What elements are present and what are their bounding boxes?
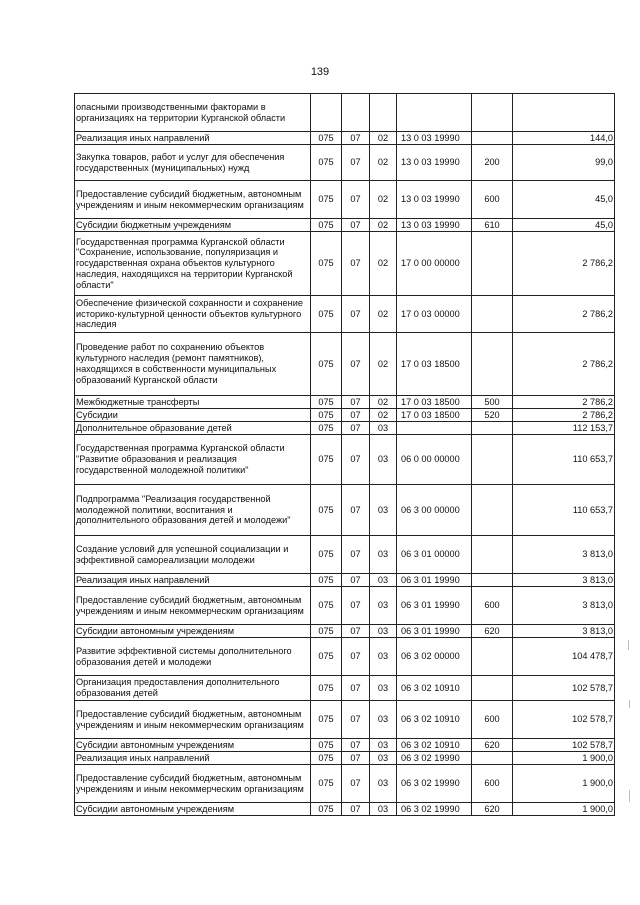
cell-sum: 104 478,7: [513, 638, 615, 676]
cell-section: 07: [342, 752, 370, 765]
cell-target-article: 06 0 00 00000: [397, 435, 472, 485]
cell-subsection: 02: [370, 181, 397, 219]
cell-section: 07: [342, 625, 370, 638]
cell-section: 07: [342, 739, 370, 752]
cell-expense-type: 200: [472, 145, 513, 181]
cell-grbs: 075: [311, 701, 342, 739]
table-row: [75, 396, 615, 409]
cell-name: Предоставление субсидий бюджетным, автономным учреждениям и иным некоммерческим организациям: [75, 765, 311, 803]
cell-section: 07: [342, 409, 370, 422]
cell-expense-type: [472, 94, 513, 132]
cell-subsection: 03: [370, 803, 397, 816]
cell-name: Межбюджетные трансферты: [75, 396, 311, 409]
cell-grbs: 075: [311, 333, 342, 396]
cell-sum: 3 813,0: [513, 625, 615, 638]
cell-sum: 45,0: [513, 219, 615, 232]
table-row: [75, 145, 615, 181]
table-row: [75, 435, 615, 485]
cell-grbs: 075: [311, 409, 342, 422]
cell-grbs: 075: [311, 396, 342, 409]
cell-name: Развитие эффективной системы дополнительного образования детей и молодежи: [75, 638, 311, 676]
cell-target-article: 13 0 03 19990: [397, 219, 472, 232]
cell-sum: 110 653,7: [513, 435, 615, 485]
cell-target-article: 13 0 03 19990: [397, 181, 472, 219]
cell-section: 07: [342, 803, 370, 816]
cell-section: 07: [342, 219, 370, 232]
cell-expense-type: [472, 132, 513, 145]
cell-subsection: 03: [370, 739, 397, 752]
cell-target-article: 06 3 02 10910: [397, 701, 472, 739]
cell-sum: [513, 94, 615, 132]
table-row: [75, 333, 615, 396]
cell-sum: 1 900,0: [513, 752, 615, 765]
cell-expense-type: [472, 752, 513, 765]
cell-name: Дополнительное образование детей: [75, 422, 311, 435]
table-row: [75, 409, 615, 422]
cell-name: Предоставление субсидий бюджетным, автономным учреждениям и иным некоммерческим организациям: [75, 587, 311, 625]
cell-section: 07: [342, 536, 370, 574]
cell-grbs: 075: [311, 625, 342, 638]
cell-target-article: 17 0 03 18500: [397, 333, 472, 396]
cell-grbs: 075: [311, 232, 342, 296]
cell-subsection: 03: [370, 752, 397, 765]
cell-sum: 102 578,7: [513, 739, 615, 752]
cell-expense-type: [472, 676, 513, 701]
cell-section: 07: [342, 701, 370, 739]
cell-name: Реализация иных направлений: [75, 132, 311, 145]
cell-sum: 2 786,2: [513, 232, 615, 296]
cell-target-article: 06 3 01 00000: [397, 536, 472, 574]
cell-grbs: 075: [311, 803, 342, 816]
table-row: [75, 536, 615, 574]
cell-grbs: 075: [311, 132, 342, 145]
cell-target-article: [397, 422, 472, 435]
cell-grbs: 075: [311, 676, 342, 701]
cell-subsection: 03: [370, 574, 397, 587]
cell-expense-type: [472, 232, 513, 296]
cell-target-article: 06 3 02 10910: [397, 739, 472, 752]
cell-sum: 2 786,2: [513, 333, 615, 396]
cell-target-article: 17 0 00 00000: [397, 232, 472, 296]
scan-mark: [629, 700, 630, 708]
cell-sum: 2 786,2: [513, 296, 615, 333]
cell-subsection: 03: [370, 485, 397, 536]
cell-subsection: 03: [370, 587, 397, 625]
table-row: [75, 574, 615, 587]
cell-expense-type: [472, 485, 513, 536]
table-row: [75, 485, 615, 536]
cell-section: [342, 94, 370, 132]
cell-section: 07: [342, 296, 370, 333]
cell-sum: 2 786,2: [513, 409, 615, 422]
cell-section: 07: [342, 333, 370, 396]
table-row: [75, 625, 615, 638]
table-row: [75, 232, 615, 296]
cell-subsection: 03: [370, 701, 397, 739]
cell-target-article: 13 0 03 19990: [397, 145, 472, 181]
cell-sum: 144,0: [513, 132, 615, 145]
cell-target-article: 06 3 02 19990: [397, 752, 472, 765]
budget-table: [74, 93, 615, 816]
cell-expense-type: [472, 536, 513, 574]
cell-subsection: 03: [370, 536, 397, 574]
cell-name: Государственная программа Курганской области "Развитие образования и реализация государственной молодежной политики": [75, 435, 311, 485]
cell-name: Предоставление субсидий бюджетным, автономным учреждениям и иным некоммерческим организациям: [75, 181, 311, 219]
cell-expense-type: 600: [472, 701, 513, 739]
cell-sum: 3 813,0: [513, 587, 615, 625]
cell-target-article: 06 3 02 10910: [397, 676, 472, 701]
cell-section: 07: [342, 435, 370, 485]
cell-section: 07: [342, 765, 370, 803]
cell-name: опасными производственными факторами в организациях на территории Курганской области: [75, 94, 311, 132]
cell-section: 07: [342, 145, 370, 181]
cell-expense-type: 620: [472, 739, 513, 752]
cell-grbs: 075: [311, 422, 342, 435]
cell-expense-type: [472, 296, 513, 333]
cell-sum: 45,0: [513, 181, 615, 219]
cell-subsection: 02: [370, 333, 397, 396]
cell-subsection: 03: [370, 625, 397, 638]
cell-sum: 99,0: [513, 145, 615, 181]
cell-grbs: [311, 94, 342, 132]
cell-grbs: 075: [311, 485, 342, 536]
cell-expense-type: 600: [472, 765, 513, 803]
cell-section: 07: [342, 422, 370, 435]
cell-name: Субсидии автономным учреждениям: [75, 739, 311, 752]
cell-sum: 3 813,0: [513, 574, 615, 587]
cell-grbs: 075: [311, 587, 342, 625]
cell-subsection: [370, 94, 397, 132]
cell-name: Государственная программа Курганской области "Сохранение, использование, популяризация и государственная охрана объектов культурного наследия, находящихся на территории Курганской области": [75, 232, 311, 296]
cell-target-article: 06 3 01 19990: [397, 625, 472, 638]
cell-section: 07: [342, 587, 370, 625]
cell-section: 07: [342, 232, 370, 296]
cell-sum: 102 578,7: [513, 676, 615, 701]
cell-grbs: 075: [311, 181, 342, 219]
cell-target-article: 06 3 02 00000: [397, 638, 472, 676]
cell-target-article: 06 3 02 19990: [397, 765, 472, 803]
cell-target-article: [397, 94, 472, 132]
cell-grbs: 075: [311, 765, 342, 803]
table-row: [75, 739, 615, 752]
cell-section: 07: [342, 638, 370, 676]
cell-target-article: 17 0 03 00000: [397, 296, 472, 333]
cell-target-article: 06 3 02 19990: [397, 803, 472, 816]
cell-target-article: 17 0 03 18500: [397, 409, 472, 422]
cell-expense-type: 500: [472, 396, 513, 409]
budget-table-body: [75, 94, 615, 816]
cell-sum: 1 900,0: [513, 765, 615, 803]
cell-expense-type: [472, 574, 513, 587]
cell-name: Субсидии автономным учреждениям: [75, 625, 311, 638]
cell-expense-type: [472, 638, 513, 676]
cell-subsection: 02: [370, 132, 397, 145]
cell-subsection: 03: [370, 435, 397, 485]
cell-sum: 2 786,2: [513, 396, 615, 409]
cell-section: 07: [342, 396, 370, 409]
cell-name: Субсидии: [75, 409, 311, 422]
cell-name: Предоставление субсидий бюджетным, автономным учреждениям и иным некоммерческим организациям: [75, 701, 311, 739]
cell-expense-type: 520: [472, 409, 513, 422]
cell-target-article: 17 0 03 18500: [397, 396, 472, 409]
cell-name: Субсидии бюджетным учреждениям: [75, 219, 311, 232]
cell-subsection: 02: [370, 409, 397, 422]
cell-sum: 110 653,7: [513, 485, 615, 536]
cell-expense-type: [472, 333, 513, 396]
cell-sum: 1 900,0: [513, 803, 615, 816]
cell-grbs: 075: [311, 536, 342, 574]
table-row: [75, 296, 615, 333]
cell-expense-type: 620: [472, 803, 513, 816]
table-row: [75, 219, 615, 232]
cell-sum: 3 813,0: [513, 536, 615, 574]
table-row: [75, 587, 615, 625]
table-row: [75, 422, 615, 435]
cell-grbs: 075: [311, 435, 342, 485]
cell-expense-type: [472, 435, 513, 485]
cell-sum: 112 153,7: [513, 422, 615, 435]
cell-subsection: 02: [370, 296, 397, 333]
cell-name: Закупка товаров, работ и услуг для обеспечения государственных (муниципальных) нужд: [75, 145, 311, 181]
cell-subsection: 02: [370, 232, 397, 296]
cell-grbs: 075: [311, 145, 342, 181]
cell-grbs: 075: [311, 574, 342, 587]
cell-name: Подпрограмма "Реализация государственной молодежной политики, воспитания и дополнительного образования детей и молодежи": [75, 485, 311, 536]
table-row: [75, 803, 615, 816]
cell-target-article: 06 3 00 00000: [397, 485, 472, 536]
cell-name: Организация предоставления дополнительного образования детей: [75, 676, 311, 701]
scan-mark: [629, 790, 630, 802]
cell-section: 07: [342, 181, 370, 219]
cell-grbs: 075: [311, 752, 342, 765]
cell-name: Реализация иных направлений: [75, 574, 311, 587]
cell-subsection: 02: [370, 145, 397, 181]
cell-expense-type: 620: [472, 625, 513, 638]
table-row: [75, 638, 615, 676]
cell-target-article: 06 3 01 19990: [397, 587, 472, 625]
cell-subsection: 03: [370, 422, 397, 435]
cell-name: Создание условий для успешной социализации и эффективной самореализации молодежи: [75, 536, 311, 574]
cell-name: Обеспечение физической сохранности и сохранение историко-культурной ценности объектов культурного наследия: [75, 296, 311, 333]
page-number: 139: [310, 66, 330, 78]
cell-target-article: 06 3 01 19990: [397, 574, 472, 587]
table-row: [75, 94, 615, 132]
cell-expense-type: 600: [472, 587, 513, 625]
table-row: [75, 676, 615, 701]
cell-section: 07: [342, 676, 370, 701]
table-row: [75, 701, 615, 739]
cell-expense-type: 600: [472, 181, 513, 219]
cell-name: Реализация иных направлений: [75, 752, 311, 765]
table-row: [75, 752, 615, 765]
cell-grbs: 075: [311, 638, 342, 676]
cell-target-article: 13 0 03 19990: [397, 132, 472, 145]
cell-expense-type: 610: [472, 219, 513, 232]
cell-section: 07: [342, 485, 370, 536]
cell-section: 07: [342, 132, 370, 145]
cell-sum: 102 578,7: [513, 701, 615, 739]
cell-section: 07: [342, 574, 370, 587]
table-row: [75, 765, 615, 803]
cell-subsection: 02: [370, 396, 397, 409]
cell-subsection: 03: [370, 676, 397, 701]
cell-name: Проведение работ по сохранению объектов культурного наследия (ремонт памятников), находящихся в собственности муниципальных образований Курганской области: [75, 333, 311, 396]
cell-name: Субсидии автономным учреждениям: [75, 803, 311, 816]
cell-subsection: 03: [370, 638, 397, 676]
cell-subsection: 02: [370, 219, 397, 232]
table-row: [75, 132, 615, 145]
cell-grbs: 075: [311, 219, 342, 232]
cell-subsection: 03: [370, 765, 397, 803]
cell-grbs: 075: [311, 296, 342, 333]
cell-expense-type: [472, 422, 513, 435]
table-row: [75, 181, 615, 219]
cell-grbs: 075: [311, 739, 342, 752]
scan-mark: [628, 640, 629, 650]
